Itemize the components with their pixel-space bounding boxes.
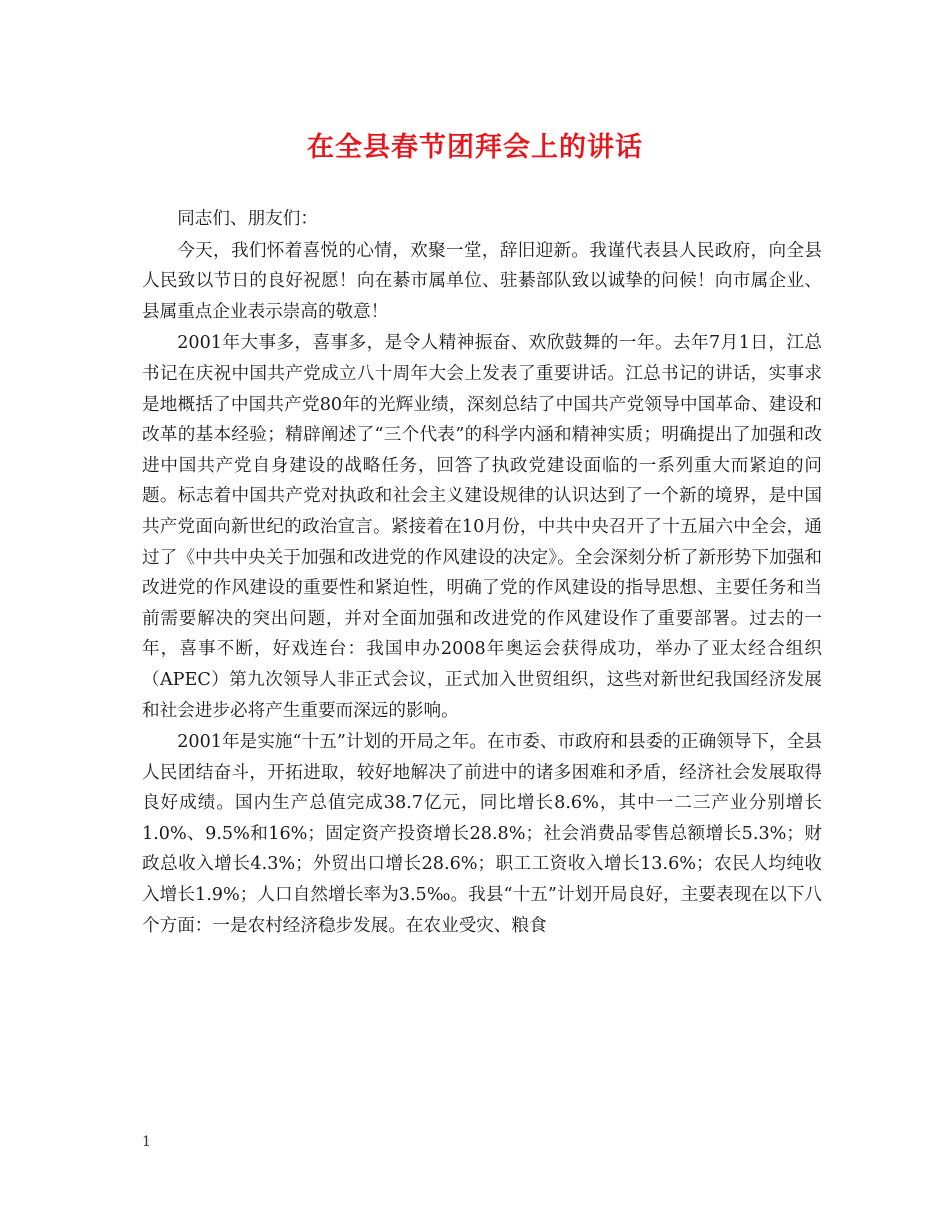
document-body xyxy=(142,204,822,941)
page-number: 1 xyxy=(142,1134,151,1150)
salutation: 同志们、朋友们： xyxy=(177,209,318,229)
paragraph-2: 2001年大事多，喜事多，是令人精神振奋、欢欣鼓舞的一年。去年7月1日，江总书记在庆祝中国共产党成立八十周年大会上发表了重要讲话。江总书记的讲话，实事求是地概括了中国共产党80年的光辉业绩，深刻总结了中国共产党领导中国革命、建设和改革的基本经验；精辟阐述了“三个代表”的科学内涵和精神实质；明确提出了加强和改进中国共产党自身建设的战略任务，回答了执政党建设面临的一系列重大而紧迫的问题。标志着中国共产党对执政和社会主义建设规律的认识达到了一个新的境界，是中国共产党面向新世纪的政治宣言。紧接着在10月份，中共中央召开了十五届六中全会，通过了《中共中央关于加强和改进党的作风建设的决定》。全会深刻分析了新形势下加强和改进党的作风建设的重要性和紧迫性，明确了党的作风建设的指导思想、主要任务和当前需要解决的突出问题，并对全面加强和改进党的作风建设作了重要部署。过去的一年，喜事不断，好戏连台：我国申办2008年奥运会获得成功，举办了亚太经合组织（APEC）第九次领导人非正式会议，正式加入世贸组织，这些对新世纪我国经济发展和社会进步必将产生重要而深远的影响。 xyxy=(142,333,822,721)
document-title: 在全县春节团拜会上的讲话 xyxy=(307,132,643,163)
paragraph-1: 今天，我们怀着喜悦的心情，欢聚一堂，辞旧迎新。我谨代表县人民政府，向全县人民致以节日的良好祝愿！向在綦市属单位、驻綦部队致以诚挚的问候！向市属企业、县属重点企业表示崇高的敬意！ xyxy=(142,240,822,322)
paragraph-3: 2001年是实施“十五”计划的开局之年。在市委、市政府和县委的正确领导下，全县人民团结奋斗，开拓进取，较好地解决了前进中的诸多困难和矛盾，经济社会发展取得良好成绩。国内生产总值完成38.7亿元，同比增长8.6%，其中一二三产业分别增长1.0%、9.5%和16%；固定资产投资增长28.8%；社会消费品零售总额增长5.3%；财政总收入增长4.3%；外贸出口增长28.6%；职工工资收入增长13.6%；农民人均纯收入增长1.9%；人口自然增长率为3.5‰。我县“十五”计划开局良好，主要表现在以下八个方面：一是农村经济稳步发展。在农业受灾、粮食 xyxy=(142,732,822,936)
